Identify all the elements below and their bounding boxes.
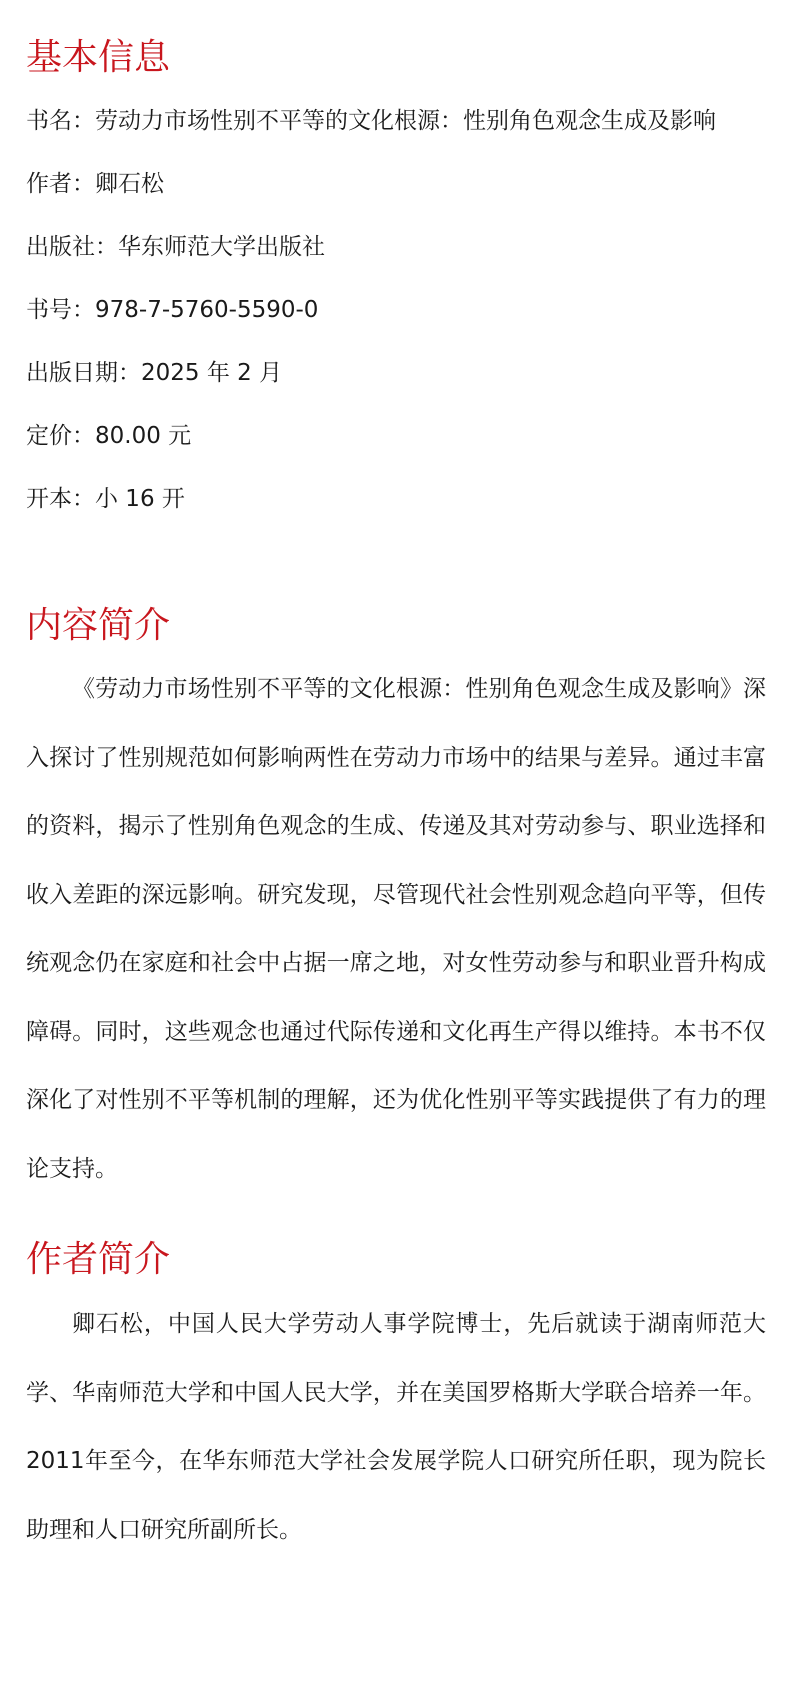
info-format: 开本：小 16 开 <box>26 486 185 512</box>
info-author: 作者：卿石松 <box>26 171 164 197</box>
basic-info-heading: 基本信息 <box>26 37 171 78</box>
info-title: 书名：劳动力市场性别不平等的文化根源：性别角色观念生成及影响 <box>26 108 716 134</box>
info-isbn: 书号：978-7-5760-5590-0 <box>26 297 319 323</box>
author-bio-heading: 作者简介 <box>26 1239 171 1280</box>
info-price: 定价：80.00 元 <box>26 423 192 449</box>
summary-heading: 内容简介 <box>26 605 171 646</box>
info-publish-date: 出版日期：2025 年 2 月 <box>26 360 283 386</box>
summary-paragraph: 《劳动力市场性别不平等的文化根源：性别角色观念生成及影响》深入探讨了性别规范如何影响两性在劳动力市场中的结果与差异。通过丰富的资料，揭示了性别角色观念的生成、传递及其对劳动参与、职业选择和收入差距的深远影响。研究发现，尽管现代社会性别观念趋向平等，但传统观念仍在家庭和社会中占据一席之地，对女性劳动参与和职业晋升构成障碍。同时，这些观念也通过代际传递和文化再生产得以维持。本书不仅深化了对性别不平等机制的理解，还为优化性别平等实践提供了有力的理论支持。 <box>26 676 766 1182</box>
author-bio-paragraph: 卿石松，中国人民大学劳动人事学院博士，先后就读于湖南师范大学、华南师范大学和中国人民大学，并在美国罗格斯大学联合培养一年。2011年至今，在华东师范大学社会发展学院人口研究所任职，现为院长助理和人口研究所副所长。 <box>26 1311 766 1543</box>
info-publisher: 出版社：华东师范大学出版社 <box>26 234 325 260</box>
